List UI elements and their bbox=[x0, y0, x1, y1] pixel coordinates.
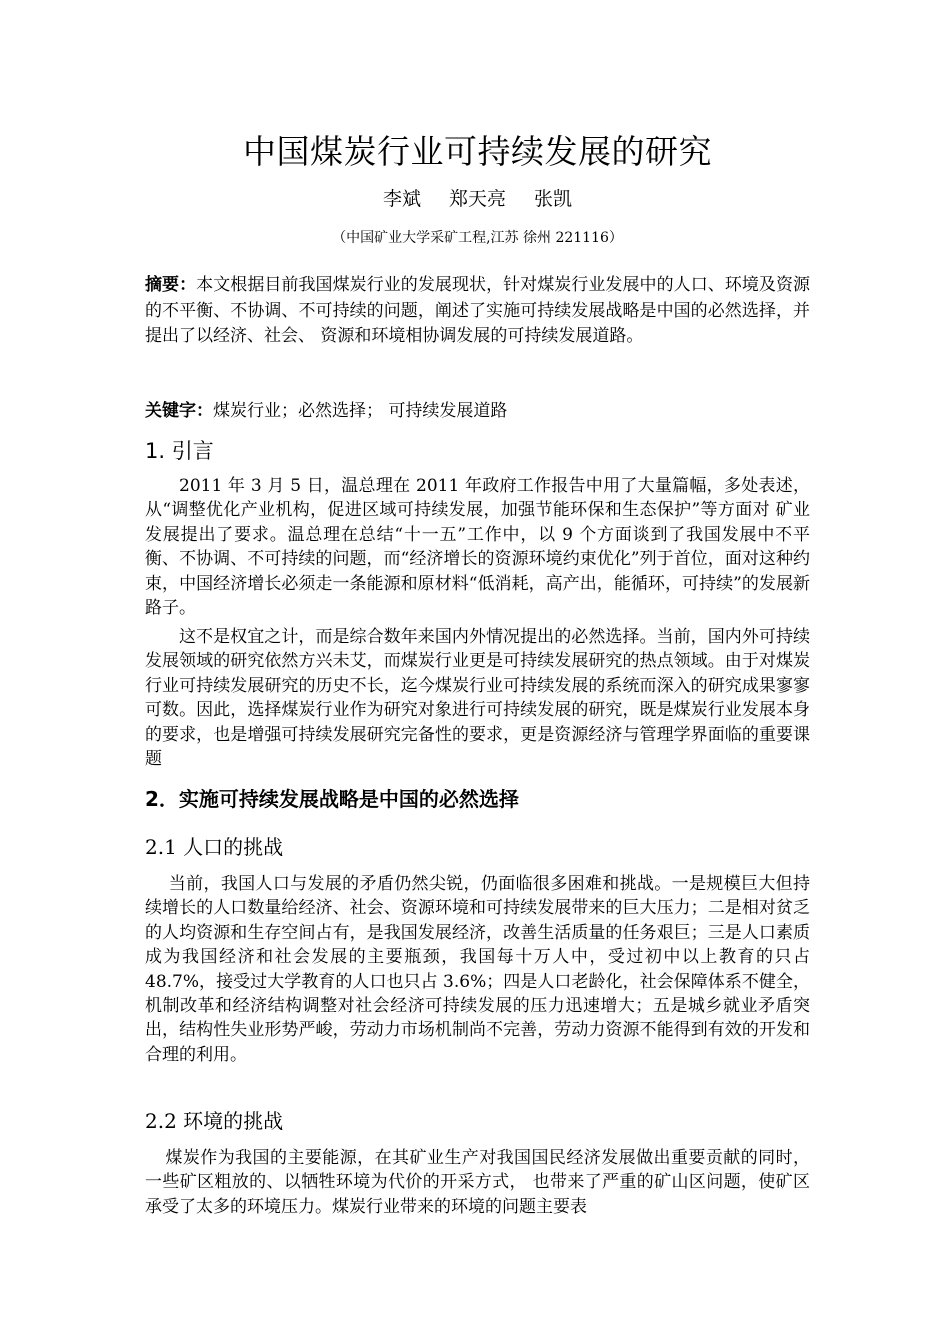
subsection-heading-environment: 2.2 环境的挑战 bbox=[145, 1109, 284, 1133]
abstract-label: 摘要： bbox=[145, 275, 197, 295]
abstract bbox=[145, 273, 810, 350]
author-list bbox=[145, 184, 810, 214]
author-name: 张凯 bbox=[534, 188, 573, 210]
paragraph: 这不是权宜之计，而是综合数年来国内外情况提出的必然选择。当前，国内外可持续发展领域的研究依然方兴未艾，而煤炭行业更是可持续发展研究的热点领域。由于对煤炭行业可持续发展研究的历史不长，迄今煤炭行业可持续发展的系统而深入的研究成果寥寥可数。因此，选择煤炭行业作为研究对象进行可持续发展的研究，既是煤炭行业发展本身的要求，也是增强可持续发展研究完备性的要求，更是资源经济与管理学界面临的重要课题 bbox=[145, 627, 810, 770]
author-name: 郑天亮 bbox=[448, 188, 506, 210]
section-heading-introduction: 1. 引言 bbox=[145, 439, 214, 463]
paragraph: 煤炭作为我国的主要能源，在其矿业生产对我国国民经济发展做出重要贡献的同时，一些矿区粗放的、以牺牲环境为代价的开采方式， 也带来了严重的矿山区问题，使矿区承受了太多的环境压力。煤炭行业带来的环境的问题主要表 bbox=[145, 1148, 810, 1217]
affiliation: （中国矿业大学采矿工程,江苏 徐州 221116） bbox=[332, 230, 623, 246]
keywords-label: 关键字： bbox=[145, 401, 213, 421]
section-heading-strategy: 2．实施可持续发展战略是中国的必然选择 bbox=[145, 787, 519, 811]
paper-title: 中国煤炭行业可持续发展的研究 bbox=[243, 132, 712, 171]
abstract-text: 本文根据目前我国煤炭行业的发展现状，针对煤炭行业发展中的人口、环境及资源的不平衡、不协调、不可持续的问题，阐述了实施可持续发展战略是中国的必然选择，并提出了以经济、社会、 资源和环境相协调发展的可持续发展道路。 bbox=[145, 275, 811, 346]
keywords-text: 煤炭行业；必然选择； 可持续发展道路 bbox=[213, 401, 508, 421]
author-name: 李斌 bbox=[382, 188, 421, 210]
paragraph: 当前，我国人口与发展的矛盾仍然尖锐，仍面临很多困难和挑战。一是规模巨大但持续增长的人口数量给经济、社会、资源环境和可持续发展带来的巨大压力；二是相对贫乏的人均资源和生存空间占有，是我国发展经济，改善生活质量的任务艰巨；三是人口素质成为我国经济和社会发展的主要瓶颈，我国每十万人中，受过初中以上教育的只占 48.7%，接受过大学教育的人口也只占 3.6%；四是人口老龄化，社会保障体系不健全，机制改革和经济结构调整对社会经济可持续发展的压力迅速增大；五是城乡就业矛盾突出，结构性失业形势严峻，劳动力市场机制尚不完善，劳动力资源不能得到有效的开发和合理的利用。 bbox=[145, 874, 810, 1065]
paragraph: 2011 年 3 月 5 日，温总理在 2011 年政府工作报告中用了大量篇幅，多处表述，从“调整优化产业机构，促进区域可持续发展，加强节能环保和生态保护”等方面对 矿业发展提出了要求。温总理在总结“十一五”工作中，以 9 个方面谈到了我国发展中不平衡、不协调、不可持续的问题，而“经济增长的资源环境约束优化”列于首位，面对这种约束，中国经济增长必须走一条能源和原材料“低消耗，高产出，能循环，可持续”的发展新路子。 bbox=[145, 476, 810, 619]
subsection-heading-population: 2.1 人口的挑战 bbox=[145, 835, 284, 859]
keywords bbox=[145, 399, 810, 424]
